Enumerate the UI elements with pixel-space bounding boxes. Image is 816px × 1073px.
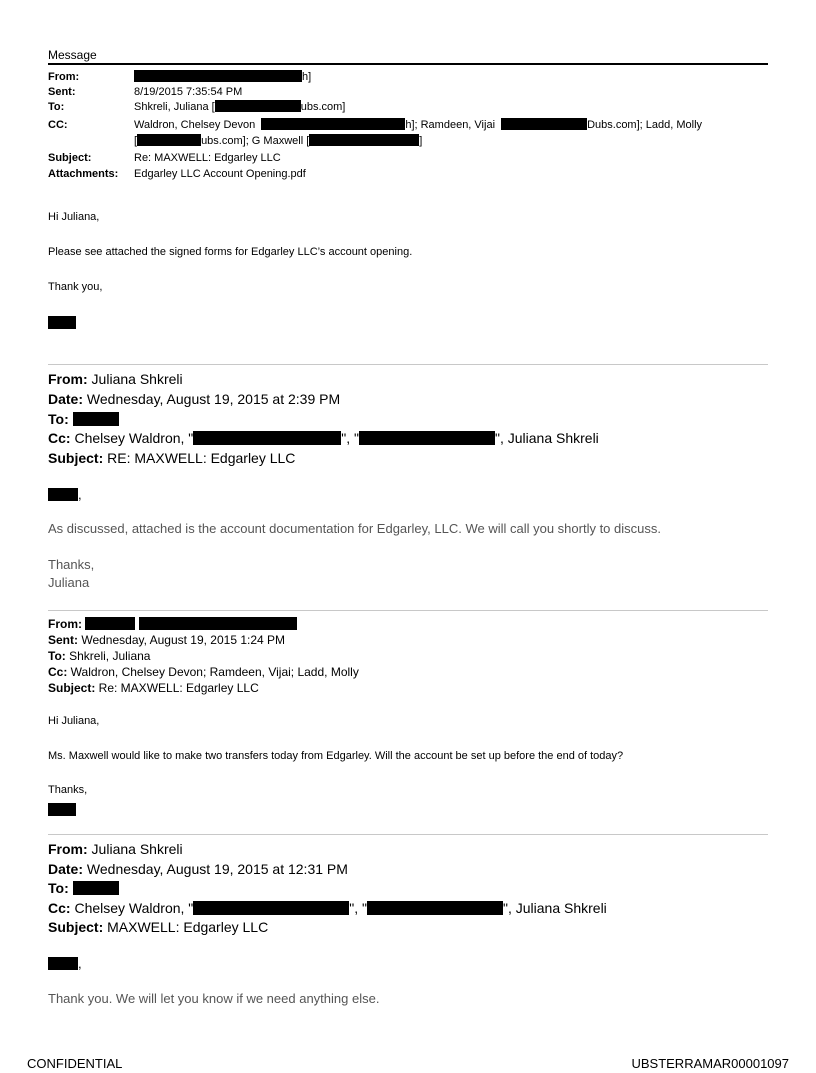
message-label: Message (48, 48, 97, 62)
email2-salutation-suffix: , (78, 487, 82, 502)
email2-cc-key: Cc: (48, 430, 71, 446)
email4-salutation (48, 956, 82, 971)
email2-subject-row (48, 449, 295, 468)
footer-confidential: CONFIDENTIAL (27, 1056, 123, 1071)
email3-subject-value: Re: MAXWELL: Edgarley LLC (95, 681, 259, 695)
email2-from-key: From: (48, 371, 88, 387)
email4-cc-c: ", Juliana Shkreli (503, 900, 607, 916)
redaction-block (73, 881, 119, 895)
email4-cc-a: Chelsey Waldron, " (70, 900, 194, 916)
email3-sent-key: Sent: (48, 633, 78, 647)
header-cc-line1-b: h]; Ramdeen, Vijai (405, 119, 496, 131)
email2-to-key: To: (48, 411, 69, 427)
email4-cc-row (48, 899, 607, 918)
header-sent-value: 8/19/2015 7:35:54 PM (134, 86, 243, 98)
email4-date-key: Date: (48, 861, 84, 877)
header-subject-key: Subject: (48, 152, 92, 164)
email2-date-row (48, 390, 340, 409)
header-cc-line1-a: Waldron, Chelsey Devon (134, 119, 256, 131)
header-subject-value: Re: MAXWELL: Edgarley LLC (134, 152, 281, 164)
redaction-block (215, 100, 301, 112)
email4-date-row (48, 860, 348, 879)
redaction-block (261, 118, 405, 130)
email3-from-key: From: (48, 617, 82, 631)
email2-subject-key: Subject: (48, 450, 104, 466)
email3-sent-value: Wednesday, August 19, 2015 1:24 PM (78, 633, 286, 647)
email2-cc-row (48, 429, 599, 448)
redaction-block (309, 134, 419, 146)
redaction-block (48, 316, 76, 329)
email3-to-key: To: (48, 649, 66, 663)
header-cc-line1-c: Dubs.com]; Ladd, Molly (587, 119, 703, 131)
redaction-block (193, 901, 349, 915)
email3-thanks: Thanks, (48, 784, 88, 796)
email4-subject-key: Subject: (48, 919, 104, 935)
header-to-key: To: (48, 101, 65, 113)
email2-cc-a: Chelsey Waldron, " (70, 430, 194, 446)
header-to-prefix: Shkreli, Juliana [ (134, 101, 215, 113)
redaction-block (367, 901, 503, 915)
email2-body: As discussed, attached is the account documentation for Edgarley, LLC. We will call you shortly to discuss. (48, 521, 661, 536)
redaction-block (501, 118, 587, 130)
email4-from-row (48, 840, 183, 859)
header-cc-line2-a: [ (134, 135, 138, 147)
email4-from-value: Juliana Shkreli (87, 841, 183, 857)
email3-cc-value: Waldron, Chelsey Devon; Ramdeen, Vijai; Ladd, Molly (67, 665, 359, 679)
email4-salutation-suffix: , (78, 956, 82, 971)
header-cc-line2-c: ] (419, 135, 423, 147)
header-cc-key: CC: (48, 119, 68, 131)
email1-body: Please see attached the signed forms for Edgarley LLC’s account opening. (48, 246, 413, 258)
email4-subject-value: MAXWELL: Edgarley LLC (103, 919, 269, 935)
header-sent-key: Sent: (48, 86, 76, 98)
email-divider (48, 610, 768, 611)
email4-to-key: To: (48, 880, 69, 896)
redaction-block (193, 431, 341, 445)
redaction-block (139, 617, 297, 630)
email1-greeting: Hi Juliana, (48, 211, 100, 223)
email-divider (48, 834, 768, 835)
email4-cc-b: ", " (349, 900, 367, 916)
redaction-block (73, 412, 119, 426)
header-from-suffix: h] (302, 71, 312, 83)
redaction-block (359, 431, 495, 445)
email4-from-key: From: (48, 841, 88, 857)
email4-to-row (48, 879, 119, 898)
email3-to-value: Shkreli, Juliana (65, 649, 151, 663)
email2-from-row (48, 370, 183, 389)
email-divider (48, 364, 768, 365)
email3-greeting: Hi Juliana, (48, 715, 100, 727)
email3-from-row (48, 616, 297, 632)
redaction-block (48, 488, 78, 501)
email3-cc-key: Cc: (48, 665, 68, 679)
email3-body: Ms. Maxwell would like to make two transfers today from Edgarley. Will the account be set up before the end of today? (48, 750, 624, 762)
email2-to-row (48, 410, 119, 429)
header-to-suffix: ubs.com] (300, 101, 346, 113)
email2-from-value: Juliana Shkreli (87, 371, 183, 387)
email4-body: Thank you. We will let you know if we need anything else. (48, 991, 380, 1006)
email4-date-value: Wednesday, August 19, 2015 at 12:31 PM (83, 861, 348, 877)
email4-cc-key: Cc: (48, 900, 71, 916)
email2-subject-value: RE: MAXWELL: Edgarley LLC (103, 450, 296, 466)
footer-bates-number: UBSTERRAMAR00001097 (631, 1056, 789, 1071)
redaction-block (48, 803, 76, 816)
email1-closing: Thank you, (48, 281, 103, 293)
email3-subject-row (48, 680, 259, 696)
message-header-rule (48, 63, 768, 65)
redaction-block (137, 134, 201, 146)
redaction-block (48, 957, 78, 970)
email3-to-row (48, 648, 150, 664)
email2-salutation (48, 487, 82, 502)
email2-cc-c: ", Juliana Shkreli (495, 430, 599, 446)
header-attachments-key: Attachments: (48, 168, 119, 180)
redaction-block (134, 70, 302, 82)
email2-thanks: Thanks, (48, 557, 95, 572)
email2-date-key: Date: (48, 391, 84, 407)
email4-subject-row (48, 918, 268, 937)
header-attachments-value: Edgarley LLC Account Opening.pdf (134, 168, 306, 180)
header-from-key: From: (48, 71, 80, 83)
email2-cc-b: ", " (341, 430, 359, 446)
header-cc-line2-b: ubs.com]; G Maxwell [ (201, 135, 310, 147)
email3-sent-row (48, 632, 285, 648)
redaction-block (85, 617, 135, 630)
email2-signature: Juliana (48, 575, 90, 590)
email3-subject-key: Subject: (48, 681, 96, 695)
email3-cc-row (48, 664, 359, 680)
email2-date-value: Wednesday, August 19, 2015 at 2:39 PM (83, 391, 341, 407)
